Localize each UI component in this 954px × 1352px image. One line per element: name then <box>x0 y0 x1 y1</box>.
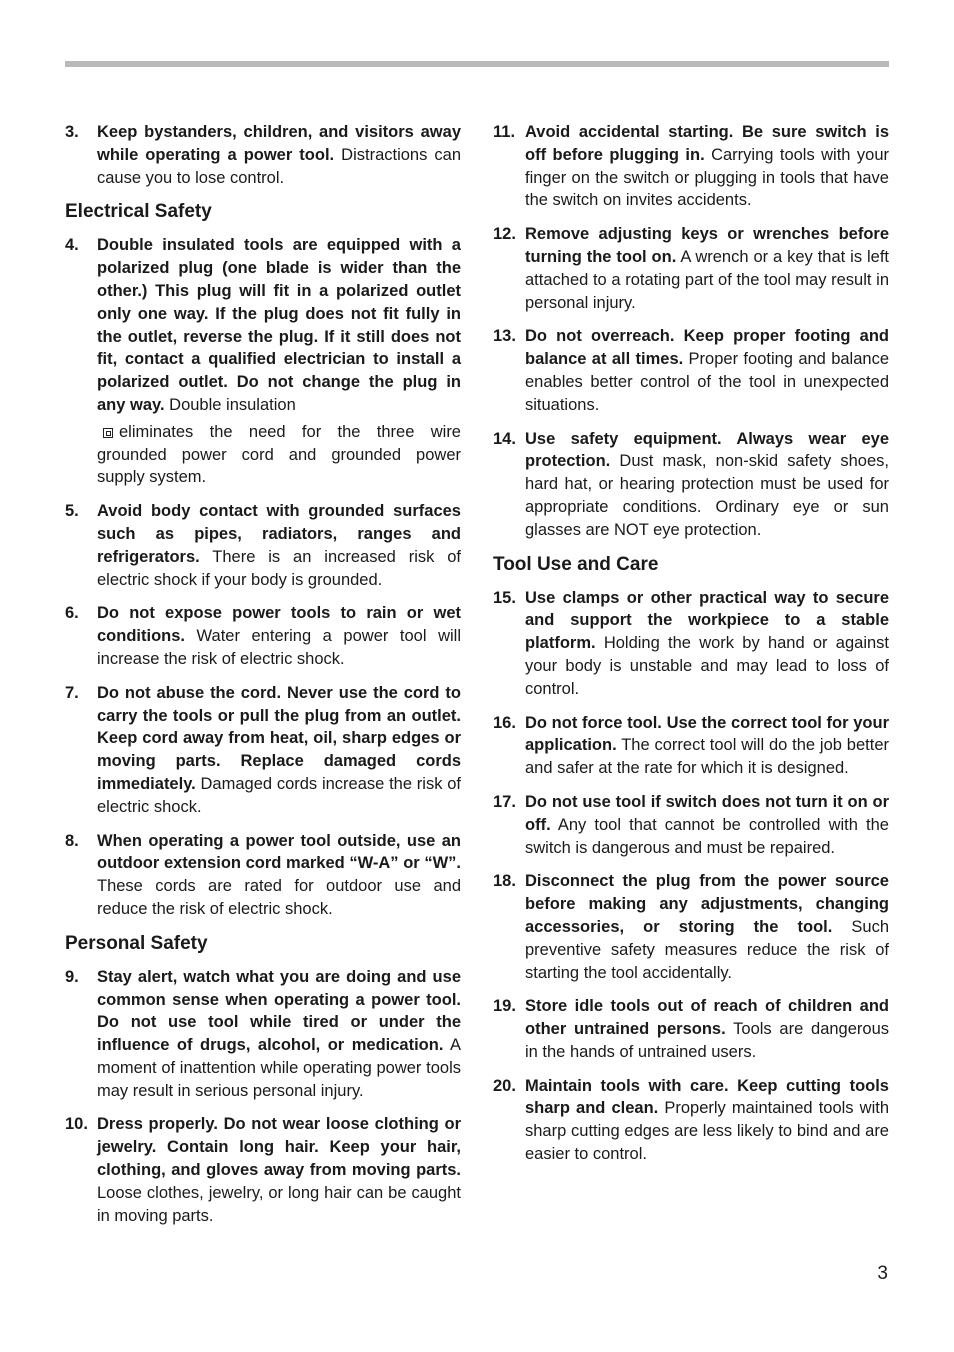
item-number: 4. <box>65 236 79 255</box>
item-rule: Dress properly. Do not wear loose clothing or jewelry. Contain long hair. Keep your hair, clothing, and gloves away from moving parts. <box>97 1115 461 1180</box>
item-explanation: Holding the work by hand or against your body is unstable and may lead to loss of control. <box>525 634 889 698</box>
item-explanation: A wrench or a key that is left attached to a rotating part of the tool may result in personal injury. <box>525 247 890 312</box>
item-number: 19. <box>493 997 516 1016</box>
item-number: 5. <box>65 502 79 521</box>
top-rule <box>65 61 889 67</box>
item-number: 8. <box>65 831 79 850</box>
item-explanation: The correct tool will do the job better and safer at the rate for which it is designed. <box>525 736 889 778</box>
item-explanation: Loose clothes, jewelry, or long hair can be caught in moving parts. <box>97 1183 461 1225</box>
item-rule: When operating a power tool outside, use an outdoor extension cord marked “W-A” or “W”. <box>97 831 461 873</box>
safety-item-8 <box>65 830 461 921</box>
item-rule: Do not force tool. Use the correct tool for your application. <box>525 713 889 755</box>
item-rule: Avoid body contact with grounded surfaces such as pipes, radiators, ranges and refrigerators. <box>97 502 461 566</box>
double-insulation-icon <box>103 428 113 438</box>
item-explanation: These cords are rated for outdoor use and reduce the risk of electric shock. <box>97 877 461 918</box>
item-number: 7. <box>65 683 79 702</box>
item-explanation-continued: eliminates the need for the three wire grounded power cord and grounded power supply system. <box>97 422 461 487</box>
item-number: 13. <box>493 327 516 346</box>
safety-item-6 <box>65 602 461 670</box>
item-number: 17. <box>493 792 516 811</box>
item-rule: Use safety equipment. Always wear eye protection. <box>525 429 889 471</box>
item-number: 15. <box>493 588 516 607</box>
safety-item-12 <box>493 223 889 314</box>
item-number: 6. <box>65 604 79 623</box>
item-rule: Store idle tools out of reach of children and other untrained persons. <box>525 997 889 1039</box>
item-number: 3. <box>65 123 79 141</box>
item-explanation: Tools are dangerous in the hands of untrained users. <box>525 1020 890 1061</box>
item-rule: Remove adjusting keys or wrenches before turning the tool on. <box>525 225 889 266</box>
item-rule: Do not overreach. Keep proper footing and balance at all times. <box>525 327 889 369</box>
safety-item-17 <box>493 791 889 859</box>
safety-item-11 <box>493 121 889 212</box>
item-explanation: Double insulation <box>164 395 296 414</box>
item-number: 14. <box>493 429 516 448</box>
safety-item-3 <box>65 121 461 189</box>
item-number: 11. <box>493 123 516 141</box>
item-explanation: Such preventive safety measures reduce the risk of starting the tool accidentally. <box>525 917 889 982</box>
item-rule: Use clamps or other practical way to secure and support the workpiece to a stable platform. <box>525 588 889 653</box>
safety-item-18 <box>493 870 889 984</box>
safety-item-7 <box>65 682 461 819</box>
item-rule: Avoid accidental starting. Be sure switch is off before plugging in. <box>525 123 889 164</box>
item-rule: Do not use tool if switch does not turn it on or off. <box>525 792 889 834</box>
item-number: 16. <box>493 713 516 732</box>
item-explanation: Properly maintained tools with sharp cutting edges are less likely to bind and are easier to control. <box>525 1099 889 1164</box>
item-rule: Maintain tools with care. Keep cutting tools sharp and clean. <box>525 1076 889 1118</box>
item-number: 10. <box>65 1115 88 1134</box>
right-column <box>493 121 889 1177</box>
item-explanation: Carrying tools with your finger on the switch or plugging in tools that have the switch on invites accidents. <box>525 145 889 210</box>
safety-item-15 <box>493 587 889 701</box>
safety-item-13 <box>493 325 889 416</box>
safety-item-9 <box>65 966 461 1103</box>
safety-item-16 <box>493 712 889 780</box>
safety-item-19 <box>493 995 889 1063</box>
item-rule: Double insulated tools are equipped with a polarized plug (one blade is wider than the other.) This plug will fit in a polarized outlet only one way. If the plug does not fit fully in the outlet, reverse the plug. If it still does not fit, contact a qualified electrician to install a polarized outlet. Do not change the plug in any way. <box>97 236 461 414</box>
item-rule: Stay alert, watch what you are doing and use common sense when operating a power tool. Do not use tool while tired or under the influence of drugs, alcohol, or medication. <box>97 967 461 1055</box>
item-explanation: A moment of inattention while operating power tools may result in serious personal injury. <box>97 1036 461 1100</box>
item-explanation: There is an increased risk of electric shock if your body is grounded. <box>97 547 461 589</box>
item-rule: Do not abuse the cord. Never use the cord to carry the tools or pull the plug from an outlet. Keep cord away from heat, oil, sharp edges or moving parts. Replace damaged cords immediately. <box>97 683 461 793</box>
safety-item-5 <box>65 500 461 591</box>
item-explanation: Damaged cords increase the risk of electric shock. <box>97 774 461 816</box>
section-heading-tool-use-and-care: Tool Use and Care <box>493 553 659 575</box>
item-rule: Keep bystanders, children, and visitors away while operating a power tool. <box>97 123 461 164</box>
safety-item-4 <box>65 234 461 489</box>
section-heading-personal-safety: Personal Safety <box>65 932 208 954</box>
item-explanation: Proper footing and balance enables better control of the tool in unexpected situations. <box>525 350 889 414</box>
item-rule: Do not expose power tools to rain or wet conditions. <box>97 604 461 646</box>
item-explanation: Dust mask, non-skid safety shoes, hard hat, or hearing protection must be used for appropriate conditions. Ordinary eye or sun glasses are NOT eye protection. <box>525 452 889 539</box>
item-explanation: Water entering a power tool will increase the risk of electric shock. <box>97 627 461 668</box>
item-explanation: Any tool that cannot be controlled with the switch is dangerous and must be repaired. <box>525 815 889 857</box>
safety-item-20 <box>493 1075 889 1166</box>
item-explanation: Distractions can cause you to lose control. <box>97 145 461 187</box>
section-heading-electrical-safety: Electrical Safety <box>65 201 212 223</box>
item-number: 20. <box>493 1076 516 1095</box>
item-number: 18. <box>493 872 516 891</box>
page-number: 3 <box>877 1263 888 1284</box>
safety-item-10 <box>65 1113 461 1227</box>
item-number: 9. <box>65 967 79 986</box>
item-rule: Disconnect the plug from the power source before making any adjustments, changing accessories, or storing the tool. <box>525 872 889 936</box>
safety-item-14 <box>493 428 889 542</box>
item-number: 12. <box>493 225 516 244</box>
left-column <box>65 121 461 1238</box>
